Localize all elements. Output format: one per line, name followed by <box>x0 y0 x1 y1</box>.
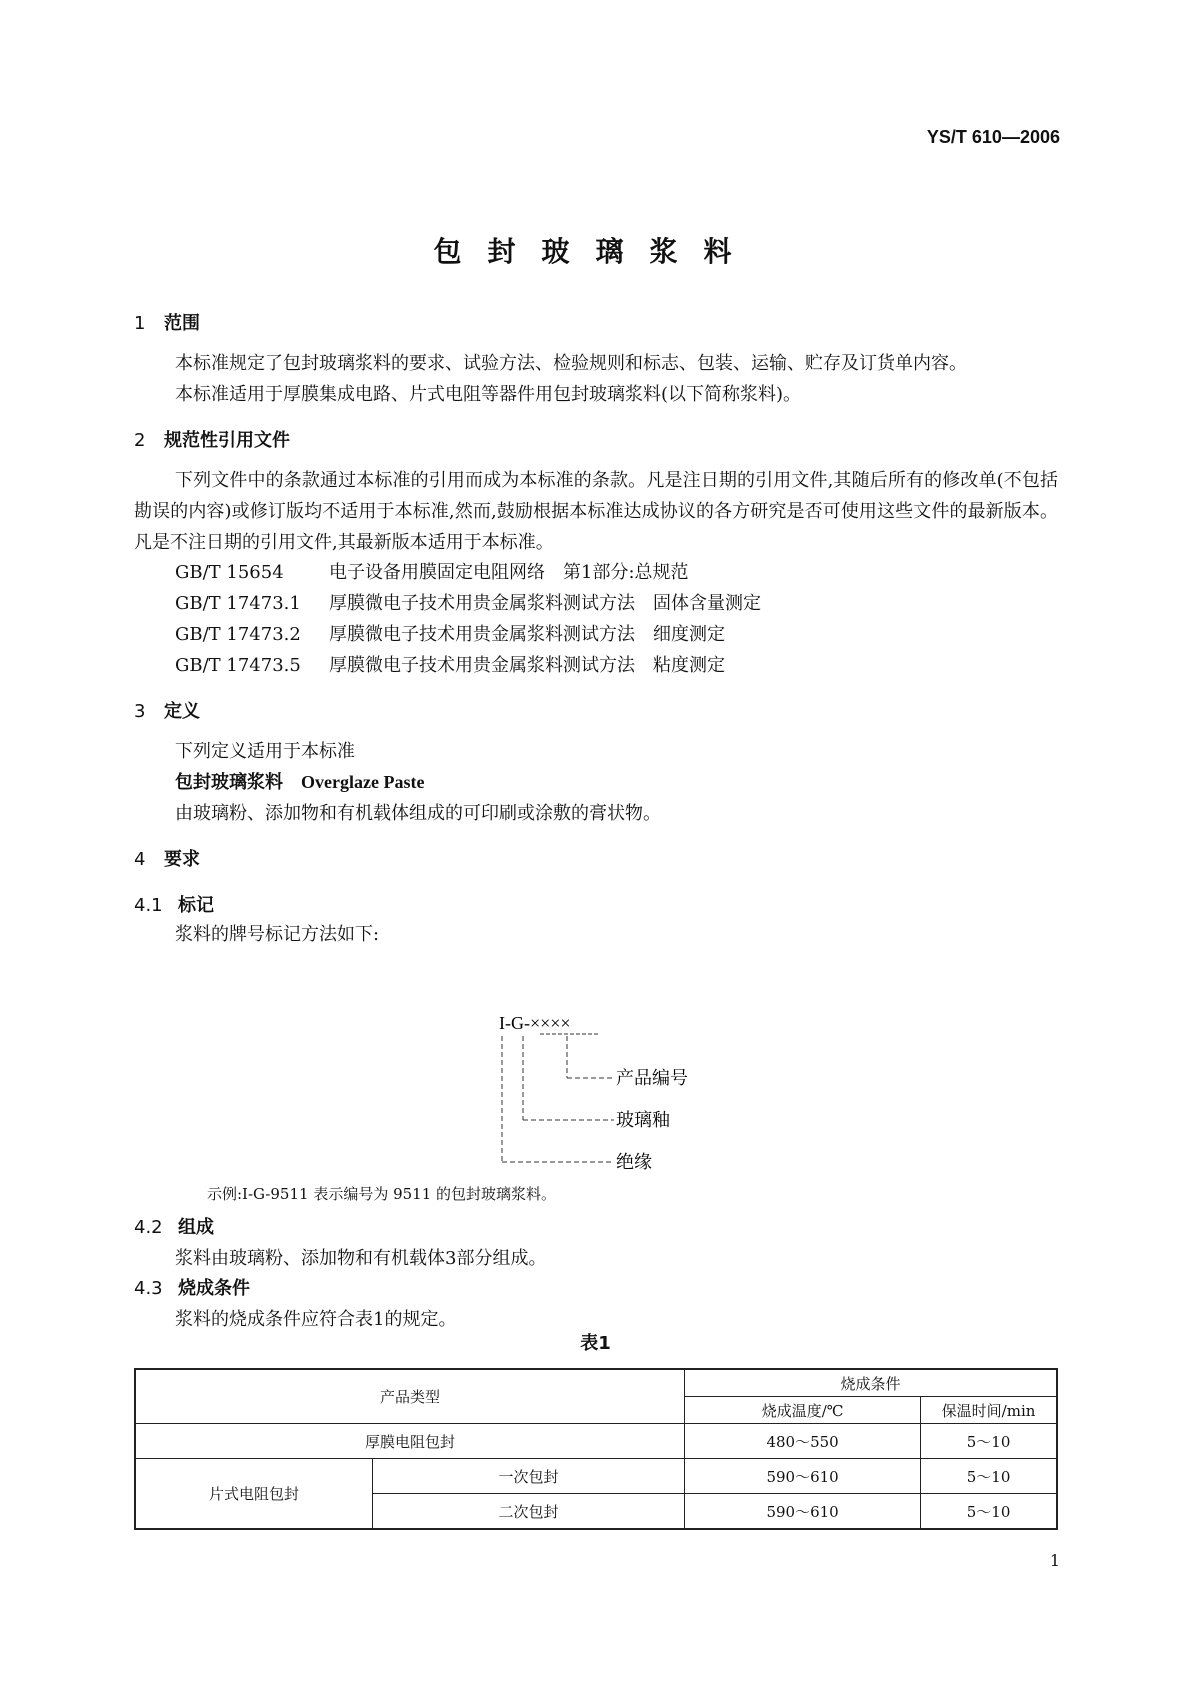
example-note: 示例:I-G-9511 表示编号为 9511 的包封玻璃浆料。 <box>207 1185 557 1203</box>
term-english: Overglaze Paste <box>301 772 425 792</box>
paragraph: 本标准规定了包封玻璃浆料的要求、试验方法、检验规则和标志、包装、运输、贮存及订货单内容。 <box>175 353 967 374</box>
header-temperature: 烧成温度/℃ <box>685 1397 921 1424</box>
section-title: 定义 <box>164 701 200 722</box>
subsection-4-2-heading <box>134 1213 214 1239</box>
section-2-heading <box>134 426 290 452</box>
table-row <box>135 1459 1057 1494</box>
reference-item <box>175 651 725 677</box>
row-label: 厚膜电阻包封 <box>135 1424 685 1459</box>
reference-code: GB/T 17473.5 <box>175 655 301 676</box>
term-chinese: 包封玻璃浆料 <box>175 772 283 793</box>
definition-text: 由玻璃粉、添加物和有机载体组成的可印刷或涂敷的膏状物。 <box>175 803 661 824</box>
section-number: 4.3 <box>134 1278 163 1299</box>
defined-term <box>175 768 424 794</box>
table-header-row <box>135 1369 1057 1397</box>
cell-time: 5～10 <box>921 1494 1057 1530</box>
section-title: 烧成条件 <box>178 1278 250 1299</box>
cell-time: 5～10 <box>921 1424 1057 1459</box>
label-glaze: 玻璃釉 <box>616 1110 670 1131</box>
label-product-no: 产品编号 <box>616 1068 688 1089</box>
reference-title: 厚膜微电子技术用贵金属浆料测试方法 粘度测定 <box>329 655 725 676</box>
cell-temperature: 590～610 <box>685 1494 921 1530</box>
reference-title: 厚膜微电子技术用贵金属浆料测试方法 细度测定 <box>329 624 725 645</box>
paragraph: 浆料的烧成条件应符合表1的规定。 <box>175 1309 457 1330</box>
page-number: 1 <box>1049 1551 1060 1570</box>
row-group-label: 片式电阻包封 <box>135 1459 373 1530</box>
cell-temperature: 480～550 <box>685 1424 921 1459</box>
paragraph: 下列定义适用于本标准 <box>175 741 355 762</box>
paragraph: 下列文件中的条款通过本标准的引用而成为本标准的条款。凡是注日期的引用文件,其随后所有的修改单(不包括勘误的内容)或修订版均不适用于本标准,然而,鼓励根据本标准达成协议的各方研究是否可使用这些文件的最新版本。凡是不注日期的引用文件,其最新版本适用于本标准。 <box>134 470 1058 553</box>
paragraph: 本标准适用于厚膜集成电路、片式电阻等器件用包封玻璃浆料(以下简称浆料)。 <box>175 384 802 405</box>
reference-title: 电子设备用膜固定电阻网络 第1部分:总规范 <box>329 562 689 583</box>
paragraph: 浆料由玻璃粉、添加物和有机载体3部分组成。 <box>175 1248 547 1269</box>
subsection-4-1-heading <box>134 891 214 917</box>
standard-code: YS/T 610—2006 <box>926 127 1060 147</box>
section-number: 4.1 <box>134 895 163 916</box>
cell-temperature: 590～610 <box>685 1459 921 1494</box>
reference-item <box>175 558 689 584</box>
section-4-heading <box>134 845 200 871</box>
section-title: 标记 <box>178 895 214 916</box>
section-1-heading <box>134 309 200 335</box>
subsection-4-3-heading <box>134 1274 250 1300</box>
section-title: 组成 <box>178 1217 214 1238</box>
table-row <box>135 1424 1057 1459</box>
table-caption: 表1 <box>580 1333 611 1354</box>
header-product-type: 产品类型 <box>135 1369 685 1424</box>
section-3-heading <box>134 697 200 723</box>
reference-code: GB/T 17473.1 <box>175 593 301 614</box>
section-number: 4 <box>134 849 146 870</box>
section-number: 4.2 <box>134 1217 163 1238</box>
header-holding-time: 保温时间/min <box>921 1397 1057 1424</box>
reference-code: GB/T 15654 <box>175 562 284 583</box>
designation-code: I-G-×××× <box>499 1013 571 1033</box>
section-title: 要求 <box>164 849 200 870</box>
row-label: 二次包封 <box>373 1494 685 1530</box>
cell-time: 5～10 <box>921 1459 1057 1494</box>
header-firing-conditions: 烧成条件 <box>685 1369 1057 1397</box>
firing-conditions-table <box>134 1368 1058 1530</box>
section-number: 1 <box>134 313 146 334</box>
section-title: 规范性引用文件 <box>164 430 290 451</box>
reference-title: 厚膜微电子技术用贵金属浆料测试方法 固体含量测定 <box>329 593 761 614</box>
section-title: 范围 <box>164 313 200 334</box>
reference-item <box>175 589 761 615</box>
label-insulation: 绝缘 <box>616 1152 652 1173</box>
reference-code: GB/T 17473.2 <box>175 624 301 645</box>
paragraph: 浆料的牌号标记方法如下: <box>175 924 380 945</box>
section-number: 3 <box>134 701 146 722</box>
page-title: 包封玻璃浆料 <box>433 235 758 268</box>
reference-item <box>175 620 725 646</box>
section-number: 2 <box>134 430 146 451</box>
row-label: 一次包封 <box>373 1459 685 1494</box>
